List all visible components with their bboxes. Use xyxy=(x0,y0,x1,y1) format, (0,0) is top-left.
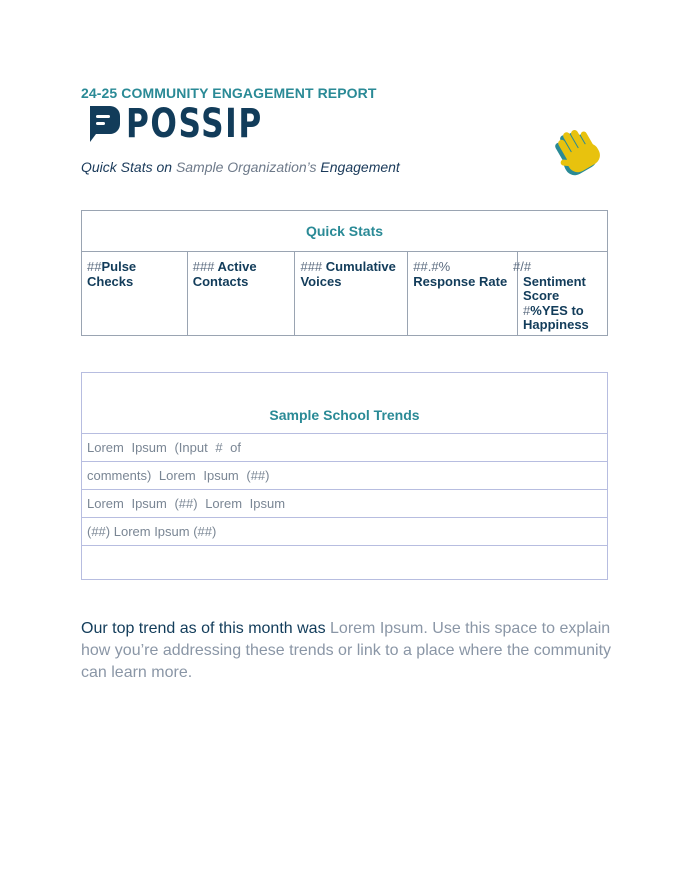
stat-label: Pulse Checks xyxy=(87,259,137,289)
stat-response-rate xyxy=(408,252,518,336)
stat-label-2: %YES to Happiness xyxy=(523,302,589,332)
brand-logo xyxy=(86,101,301,147)
closing-body: Lorem Ipsum. Use this space to explain how you’re addressing these trends or link to a place where the community can learn more. xyxy=(81,620,612,681)
quick-stats-table xyxy=(81,210,608,336)
table-row: Lorem Ipsum (##) Lorem Ipsum xyxy=(82,490,607,518)
organization-name: Sample Organization’s xyxy=(175,159,321,175)
quick-stats-title: Quick Stats xyxy=(82,211,608,252)
speech-bubble-logo-icon xyxy=(86,104,120,144)
closing-paragraph xyxy=(81,618,621,684)
stat-label: Response Rate xyxy=(413,273,508,289)
stat-label: Sentiment Score xyxy=(523,273,586,303)
table-row xyxy=(82,252,608,336)
brand-name: POSSIP xyxy=(126,101,263,147)
stat-label: Cumulative Voices xyxy=(300,259,396,289)
trends-title: Sample School Trends xyxy=(82,373,607,434)
stat-pulse-checks xyxy=(82,252,188,336)
stat-value: ## xyxy=(87,259,102,274)
stat-label: Active Contacts xyxy=(192,259,257,289)
report-title: 24-25 COMMUNITY ENGAGEMENT REPORT xyxy=(81,85,377,101)
table-row: (##) Lorem Ipsum (##) xyxy=(82,518,607,546)
table-row: comments) Lorem Ipsum (##) xyxy=(82,462,607,490)
subtitle xyxy=(81,159,400,175)
subtitle-part3: Engagement xyxy=(320,159,400,175)
closing-lead: Our top trend as of this month was xyxy=(81,620,331,637)
school-trends-table xyxy=(81,372,608,580)
stat-value: ##.#% xyxy=(413,259,451,274)
stat-value-2: # xyxy=(523,302,531,318)
stat-cumulative-voices xyxy=(295,252,408,336)
table-row: Lorem Ipsum (Input # of xyxy=(82,434,607,462)
subtitle-part1: Quick Stats on xyxy=(81,159,176,175)
stat-sentiment xyxy=(513,252,608,336)
table-row xyxy=(82,546,607,580)
stat-value: ### xyxy=(300,259,323,274)
stat-value: ### xyxy=(192,259,215,274)
stat-value: #/# xyxy=(513,259,532,274)
waving-hand-icon xyxy=(550,124,610,180)
stat-active-contacts xyxy=(187,252,295,336)
